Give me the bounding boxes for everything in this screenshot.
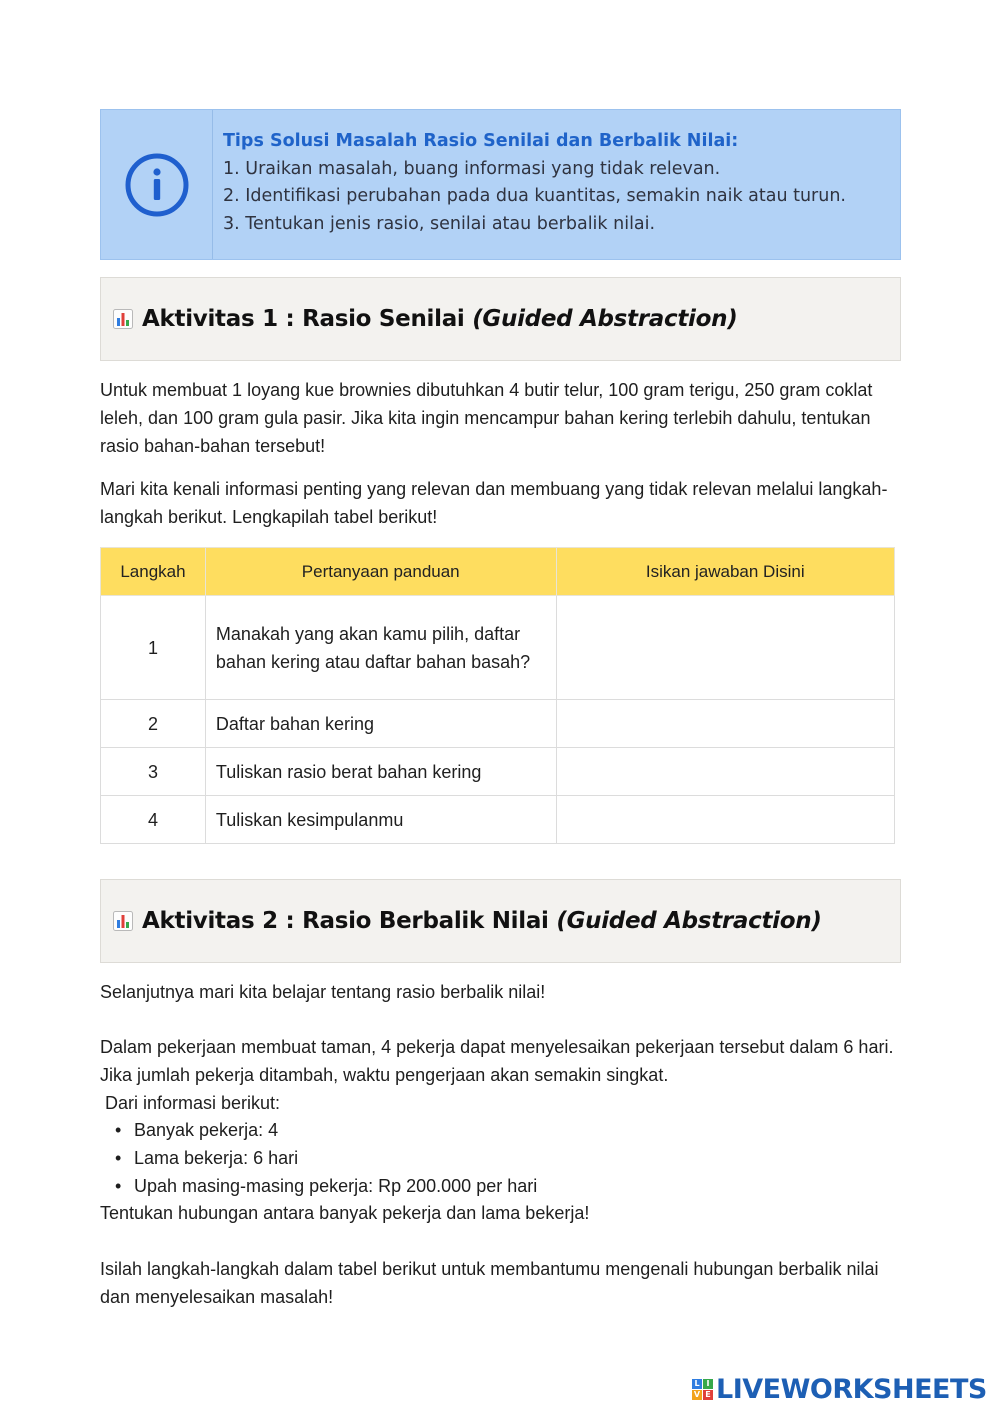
answer-cell[interactable] xyxy=(556,596,894,700)
header-pertanyaan: Pertanyaan panduan xyxy=(205,548,556,596)
logo-letter: V xyxy=(693,1390,701,1399)
activity1-header xyxy=(100,277,901,361)
step-number: 1 xyxy=(101,596,206,700)
bar-chart-icon xyxy=(113,911,133,931)
tips-icon-cell xyxy=(101,110,213,259)
activity2-instruction: Isilah langkah-langkah dalam tabel berikut untuk membantumu mengenali hubungan berbalik nilai dan menyelesaikan masalah! xyxy=(100,1259,879,1307)
step-number: 2 xyxy=(101,700,206,748)
tips-item: 1. Uraikan masalah, buang informasi yang tidak relevan. xyxy=(223,158,721,179)
guide-question: Daftar bahan kering xyxy=(205,700,556,748)
info-icon xyxy=(124,152,190,218)
list-item: • Banyak pekerja: 4 xyxy=(100,1116,537,1144)
guide-question: Tuliskan kesimpulanmu xyxy=(205,796,556,844)
activity1-title: Aktivitas 1 : Rasio Senilai (Guided Abstraction) xyxy=(142,306,738,332)
activity1-paragraph2: Mari kita kenali informasi penting yang relevan dan membuang yang tidak relevan melalui langkah-langkah berikut. Lengkapilah tabel berikut! xyxy=(100,479,888,527)
activity2-info-lead: Dari informasi berikut: xyxy=(100,1093,281,1113)
answer-cell[interactable] xyxy=(556,796,894,844)
liveworksheets-brand xyxy=(692,1374,987,1405)
activity1-paragraph1: Untuk membuat 1 loyang kue brownies dibutuhkan 4 butir telur, 100 gram terigu, 250 gram coklat leleh, dan 100 gram gula pasir. Jika kita ingin mencampur bahan kering terlebih dahulu, tentukan rasio bahan-bahan tersebut! xyxy=(100,380,873,456)
step-number: 3 xyxy=(101,748,206,796)
activity2-header xyxy=(100,879,901,963)
activity2-intro: Selanjutnya mari kita belajar tentang rasio berbalik nilai! xyxy=(100,982,546,1002)
guide-question: Tuliskan rasio berat bahan kering xyxy=(205,748,556,796)
liveworksheets-wordmark: LIVEWORKSHEETS xyxy=(716,1374,987,1405)
activity2-problem: Dalam pekerjaan membuat taman, 4 pekerja dapat menyelesaikan pekerjaan tersebut dalam 6 hari. Jika jumlah pekerja ditambah, waktu pengerjaan akan semakin singkat. xyxy=(100,1037,894,1085)
list-item: • Upah masing-masing pekerja: Rp 200.000 per hari xyxy=(100,1172,537,1200)
list-item: • Lama bekerja: 6 hari xyxy=(100,1144,537,1172)
header-langkah: Langkah xyxy=(101,548,206,596)
table-header-row xyxy=(101,548,895,596)
liveworksheets-logo-icon xyxy=(692,1379,713,1400)
table-row xyxy=(101,796,895,844)
tips-box xyxy=(100,109,901,260)
activity1-table xyxy=(100,547,895,844)
activity2-question: Tentukan hubungan antara banyak pekerja dan lama bekerja! xyxy=(100,1203,590,1223)
logo-letter: L xyxy=(692,1379,702,1389)
logo-letter: E xyxy=(703,1390,713,1400)
tips-title: Tips Solusi Masalah Rasio Senilai dan Berbalik Nilai: xyxy=(223,131,739,151)
answer-cell[interactable] xyxy=(556,700,894,748)
table-row xyxy=(101,748,895,796)
header-jawaban: Isikan jawaban Disini xyxy=(556,548,894,596)
step-number: 4 xyxy=(101,796,206,844)
guide-question: Manakah yang akan kamu pilih, daftar bahan kering atau daftar bahan basah? xyxy=(205,596,556,700)
bar-chart-icon xyxy=(113,309,133,329)
table-row xyxy=(101,700,895,748)
activity2-title: Aktivitas 2 : Rasio Berbalik Nilai (Guided Abstraction) xyxy=(142,908,822,934)
tips-item: 2. Identifikasi perubahan pada dua kuantitas, semakin naik atau turun. xyxy=(223,186,846,206)
answer-cell[interactable] xyxy=(556,748,894,796)
tips-text xyxy=(213,110,846,259)
tips-item: 3. Tentukan jenis rasio, senilai atau berbalik nilai. xyxy=(223,213,656,234)
table-row xyxy=(101,596,895,700)
activity2-bullet-list xyxy=(100,1116,537,1200)
logo-letter: I xyxy=(703,1379,713,1389)
